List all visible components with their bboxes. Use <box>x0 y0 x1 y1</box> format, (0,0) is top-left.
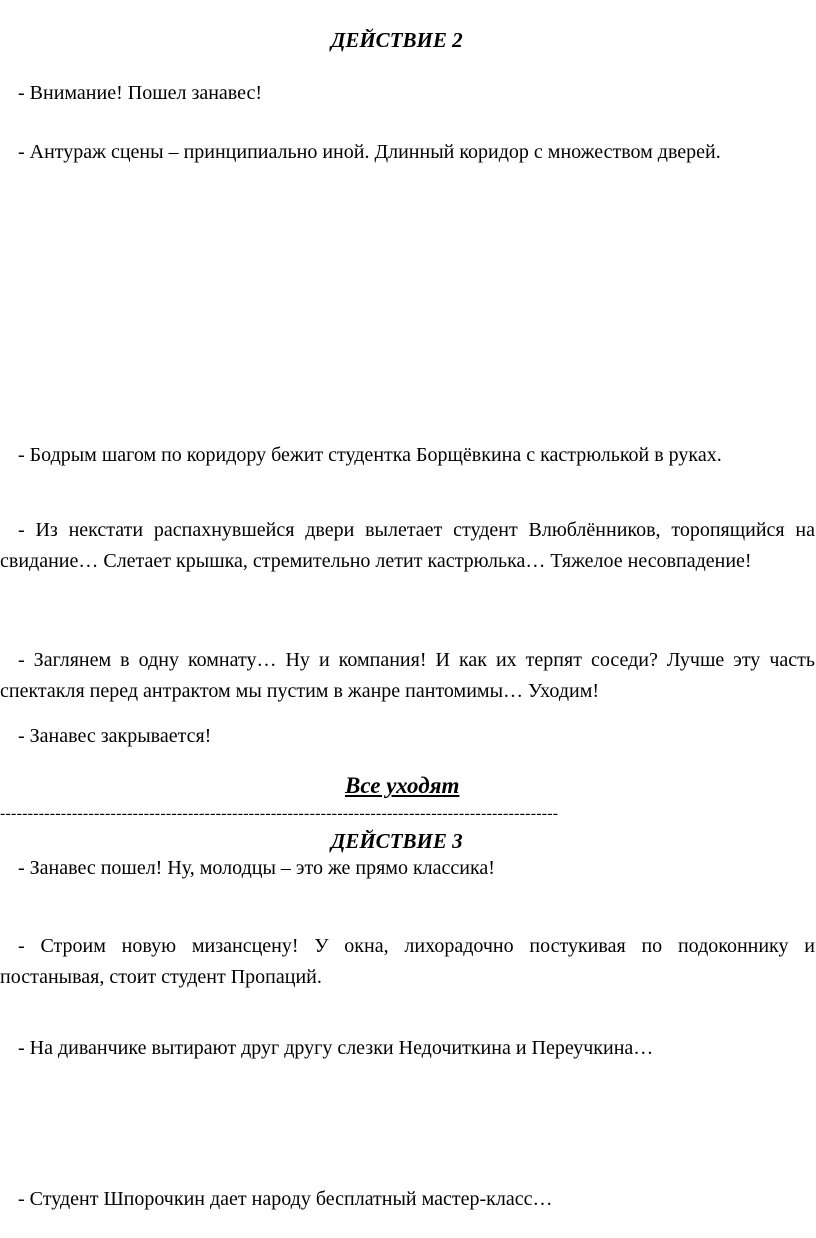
exit-stage-direction: Все уходят <box>345 773 460 798</box>
act-2-line-2: - Антураж сцены – принципиально иной. Длинный коридор с множеством дверей. <box>18 141 721 163</box>
act-3-line-1: - Занавес пошел! Ну, молодцы – это же прямо классика! <box>18 857 495 879</box>
act-2-paragraph-4: - Из некстати распахнувшейся двери вылетает студент Влюблёнников, торопящийся на свидание… Слетает крышка, стремительно летит кастрюлька… Тяжелое несовпадение! <box>0 519 815 572</box>
act-2-line-1: - Внимание! Пошел занавес! <box>18 82 263 104</box>
act-2-title: ДЕЙСТВИЕ 2 <box>331 28 463 52</box>
act-2-paragraph-5: - Заглянем в одну комнату… Ну и компания! И как их терпят соседи? Лучше эту часть спектакля перед антрактом мы пустим в жанре пантомимы… Уходим! <box>0 649 815 702</box>
act-3-line-3: - На диванчике вытирают друг другу слезки Недочиткина и Переучкина… <box>18 1037 654 1059</box>
act-3-line-4: - Студент Шпорочкин дает народу бесплатный мастер-класс… <box>18 1188 553 1210</box>
act-3-paragraph-2: - Строим новую мизансцену! У окна, лихорадочно постукивая по подоконнику и постанывая, стоит студент Пропаций. <box>0 935 815 988</box>
act-3-title: ДЕЙСТВИЕ 3 <box>331 829 463 853</box>
act-separator: ----------------------------------------------------------------------------------------------------- <box>0 806 559 822</box>
act-2-line-3: - Бодрым шагом по коридору бежит студентка Борщёвкина с кастрюлькой в руках. <box>18 444 722 466</box>
act-2-line-6: - Занавес закрывается! <box>18 725 212 747</box>
